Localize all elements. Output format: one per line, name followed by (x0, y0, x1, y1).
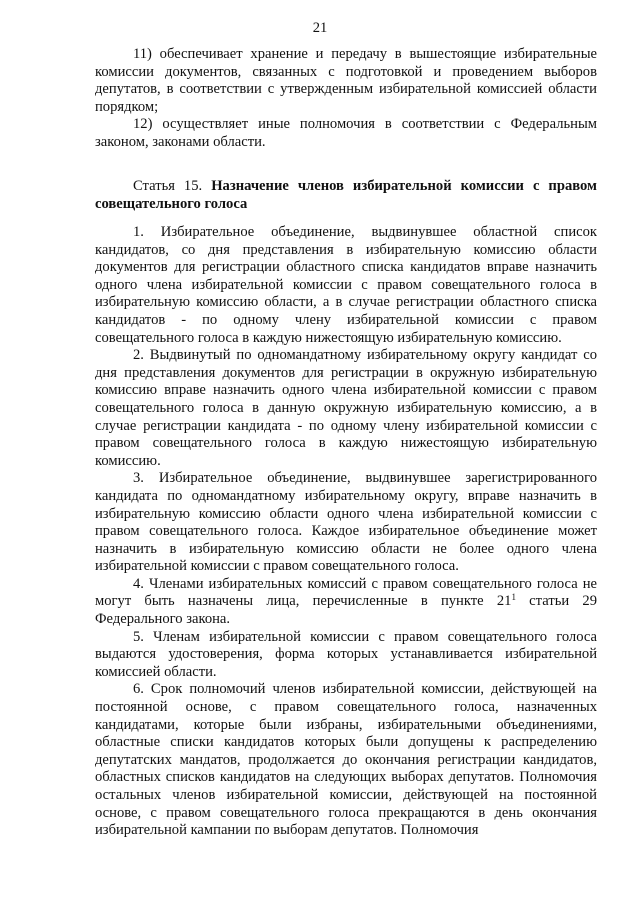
article-body (95, 224, 597, 840)
page-number: 21 (312, 20, 328, 36)
paragraph-5: 5. Членам избирательной комиссии с правом совещательного голоса выдаются удостоверения, форма которых устанавливается избирательной комиссией области. (95, 628, 597, 680)
article-label: Статья 15. (133, 178, 203, 194)
paragraph-4-text: 4. Членами избирательных комиссий с правом совещательного голоса не могут быть назначены лица, перечисленные в пункте 21 (95, 575, 597, 610)
article-heading (95, 178, 597, 213)
paragraph-1: 1. Избирательное объединение, выдвинувшее областной список кандидатов, со дня представления в избирательную комиссию области документов для регистрации областного списка кандидатов вправе назначить одного члена избирательной комиссии с правом совещательного голоса в избирательную комиссию области, а в случае регистрации областного списка кандидатов - по одному члену избирательной комиссии с правом совещательного голоса в каждую нижестоящую избирательную комиссию. (95, 224, 597, 346)
paragraph-4-superscript: 1 (511, 592, 516, 603)
paragraph-2: 2. Выдвинутый по одномандатному избирательному округу кандидат со дня представления документов для регистрации в окружную избирательную комиссию вправе назначить одного члена избирательной комиссии с правом совещательного голоса в данную окружную избирательную комиссию, а в случае регистрации кандидата - по одному члену избирательной комиссии с правом совещательного голоса в каждую нижестоящую избирательную комиссию. (95, 347, 597, 469)
continued-list (95, 46, 597, 152)
paragraph-3: 3. Избирательное объединение, выдвинувшее зарегистрированного кандидата по одномандатному избирательному округу, вправе назначить в избирательную комиссию области одного члена избирательной комиссии с правом совещательного голоса. Каждое избирательное объединение может назначить в избирательную комиссию области не более одного члена избирательной комиссии с правом совещательного голоса. (95, 470, 597, 575)
paragraph-4-text-end: статьи 29 Федерального закона. (95, 593, 597, 628)
paragraph-6: 6. Срок полномочий членов избирательной комиссии, действующей на постоянной основе, с правом совещательного голоса, назначенных кандидатами, которые были избраны, избирательными объединениями, областные списки кандидатов которых были допущены к распределению депутатских мандатов, продолжается до окончания регистрации кандидатов, областных списков кандидатов на следующих выборах депутатов. Полномочия остальных членов избирательной комиссии, действующей на постоянной основе, с правом совещательного голоса прекращаются в день окончания избирательной кампании по выборам депутатов. Полномочия (95, 681, 597, 839)
list-item-12: 12) осуществляет иные полномочия в соответствии с Федеральным законом, законами области. (95, 116, 597, 150)
list-item-11: 11) обеспечивает хранение и передачу в вышестоящие избирательные комиссии документов, связанных с подготовкой и проведением выборов депутатов, в соответствии с утвержденным избирательной комиссией области порядком; (95, 46, 597, 115)
article-title: Назначение членов избирательной комиссии с правом совещательного голоса (95, 178, 597, 212)
paragraph-4 (95, 576, 597, 629)
